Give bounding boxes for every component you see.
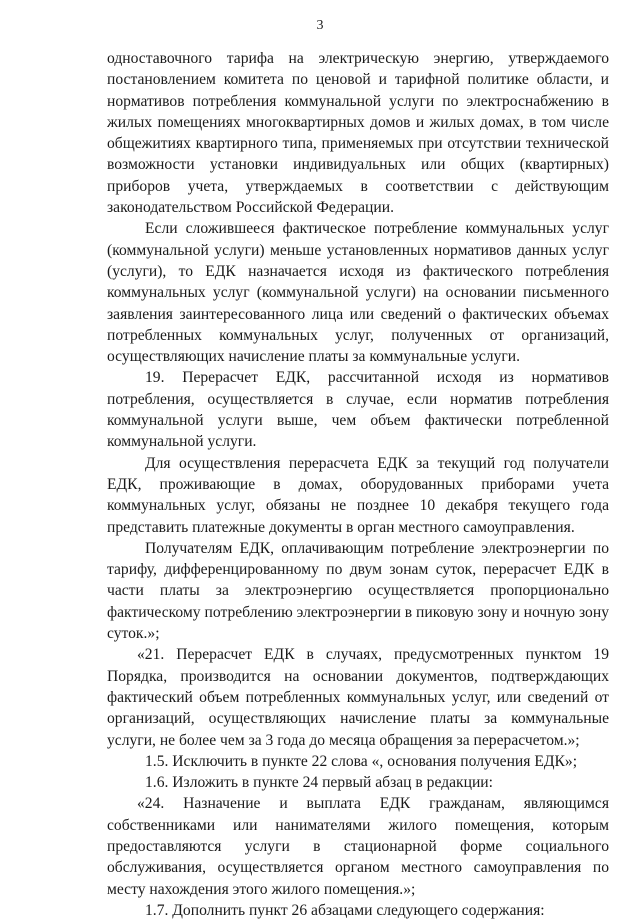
- paragraph-amendment-1-6: 1.6. Изложить в пункте 24 первый абзац в редакции:: [145, 774, 493, 792]
- paragraph-item-21: «21. Перерасчет ЕДК в случаях, предусмотренных пунктом 19 Порядка, производится на основании документов, подтверждающих фактический объем потребленных коммунальных услуг, или сведений от организаций, осуществляющих начисление платы за коммунальные услуги, не более чем за 3 года до месяца обращения за перерасчетом.»;: [107, 646, 609, 749]
- paragraph-tariff-continuation: одноставочного тарифа на электрическую энергию, утверждаемого постановлением комитета по ценовой и тарифной политике области, и нормативов потребления коммунальной услуги по электроснабжению в жилых помещениях многоквартирных домов и жилых домах, в том числе общежитиях квартирного типа, применяемых при отсутствии технической возможности установки индивидуальных или общих (квартирных) приборов учета, утверждаемых в соответствии с действующим законодательством Российской Федерации.: [107, 50, 609, 217]
- paragraph-item-24: «24. Назначение и выплата ЕДК гражданам, являющимся собственниками или нанимателями жилого помещения, которым предоставляются услуги в стационарной форме социального обслуживания, осуществляется органом местного самоуправления по месту нахождения этого жилого помещения.»;: [107, 795, 609, 898]
- paragraph-recalculation-deadline: Для осуществления перерасчета ЕДК за текущий год получатели ЕДК, проживающие в домах, оборудованных приборами учета коммунальных услуг, обязаны не позднее 10 декабря текущего года представить платежные документы в орган местного самоуправления.: [107, 454, 609, 536]
- paragraph-amendment-1-7: 1.7. Дополнить пункт 26 абзацами следующего содержания:: [145, 901, 545, 919]
- document-body: [107, 48, 609, 921]
- page-number: 3: [316, 18, 324, 33]
- paragraph-actual-consumption: Если сложившееся фактическое потребление коммунальных услуг (коммунальной услуги) меньше установленных нормативов данных услуг (услуги), то ЕДК назначается исходя из фактического потребления коммунальных услуг (коммунальной услуги) на основании письменного заявления заинтересованного лица или сведений о фактических объемах потребленных коммунальных услуг, полученных от организаций, осуществляющих начисление платы за коммунальные услуги.: [107, 220, 609, 366]
- paragraph-two-zone-tariff: Получателям ЕДК, оплачивающим потребление электроэнергии по тарифу, дифференцированному по двум зонам суток, перерасчет ЕДК в части платы за электроэнергию осуществляется пропорционально фактическому потреблению электроэнергии в пиковую зону и ночную зону суток.»;: [107, 539, 609, 643]
- paragraph-item-19: 19. Перерасчет ЕДК, рассчитанной исходя из нормативов потребления, осуществляется в случае, если норматив потребления коммунальной услуги выше, чем объем фактически потребленной коммунальной услуги.: [107, 369, 609, 451]
- paragraph-amendment-1-5: 1.5. Исключить в пункте 22 слова «, основания получения ЕДК»;: [145, 752, 578, 770]
